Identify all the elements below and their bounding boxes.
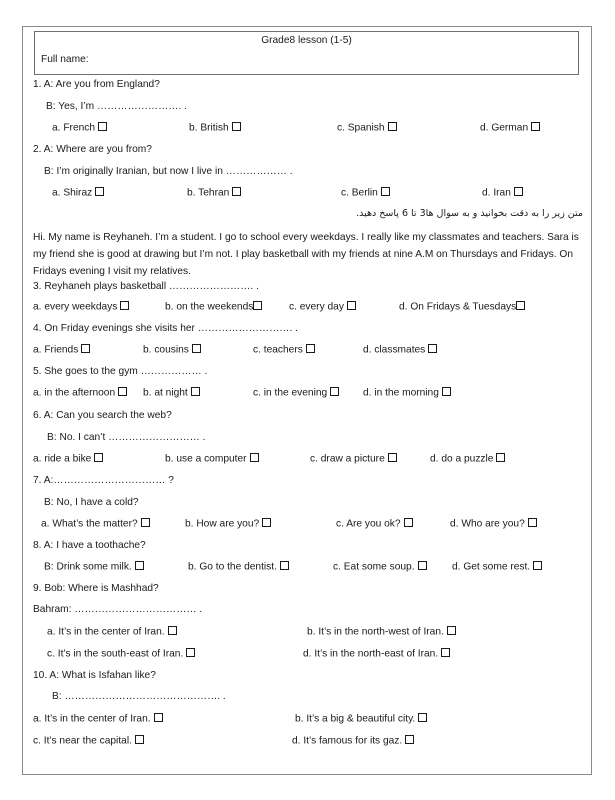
checkbox-icon[interactable]	[447, 626, 456, 635]
q7-option-c[interactable]	[336, 518, 413, 530]
checkbox-icon[interactable]	[496, 453, 505, 462]
checkbox-icon[interactable]	[135, 735, 144, 744]
q4-option-c[interactable]	[253, 344, 315, 356]
checkbox-icon[interactable]	[141, 518, 150, 527]
option-label: a. It’s in the center of Iran.	[47, 626, 165, 638]
option-label: a. French	[52, 122, 96, 134]
q1-option-a[interactable]	[52, 122, 107, 134]
option-label: d. It’s in the north-east of Iran.	[303, 648, 439, 660]
q10-option-b[interactable]	[295, 713, 427, 725]
q6-option-c[interactable]	[310, 453, 397, 465]
question-8-prompt: 8. A: I have a toothache?	[33, 540, 146, 551]
q9-option-c[interactable]	[47, 648, 195, 660]
option-label: b. It’s in the north-west of Iran.	[307, 626, 444, 638]
option-label: d. classmates	[363, 344, 426, 356]
option-label: d. On Fridays & Tuesdays	[399, 301, 517, 313]
worksheet-title: Grade8 lesson (1-5)	[261, 35, 352, 46]
q1-option-c[interactable]	[337, 122, 397, 134]
checkbox-icon[interactable]	[442, 387, 451, 396]
q9-option-a[interactable]	[47, 626, 177, 638]
option-label: c. Spanish	[337, 122, 385, 134]
q8-option-b[interactable]	[188, 561, 289, 573]
q10-option-d[interactable]	[292, 735, 414, 747]
checkbox-icon[interactable]	[120, 301, 129, 310]
q7-option-b[interactable]	[185, 518, 271, 530]
option-label: c. It’s in the south-east of Iran.	[47, 648, 184, 660]
option-label: c. Eat some soup.	[333, 561, 415, 573]
checkbox-icon[interactable]	[98, 122, 107, 131]
option-label: a. ride a bike	[33, 453, 92, 465]
q3-option-b[interactable]	[165, 301, 262, 313]
q5-option-b[interactable]	[143, 387, 200, 399]
checkbox-icon[interactable]	[94, 453, 103, 462]
q5-option-c[interactable]	[253, 387, 339, 399]
checkbox-icon[interactable]	[533, 561, 542, 570]
checkbox-icon[interactable]	[405, 735, 414, 744]
checkbox-icon[interactable]	[168, 626, 177, 635]
checkbox-icon[interactable]	[531, 122, 540, 131]
checkbox-icon[interactable]	[118, 387, 127, 396]
reading-instruction-persian: متن زیر را به دقت بخوانید و به سوال ها3 تا 6 پاسخ دهید.	[356, 208, 583, 219]
option-label: a. Shiraz	[52, 187, 93, 199]
checkbox-icon[interactable]	[514, 187, 523, 196]
question-2-prompt: 2. A: Where are you from?	[33, 144, 152, 155]
header-box	[34, 31, 579, 75]
q2-option-a[interactable]	[52, 187, 104, 199]
option-label: b. Tehran	[187, 187, 230, 199]
q3-option-d[interactable]	[399, 301, 525, 313]
option-label: b. How are you?	[185, 518, 260, 530]
checkbox-icon[interactable]	[253, 301, 262, 310]
page-border	[22, 26, 592, 775]
q4-option-d[interactable]	[363, 344, 437, 356]
question-9-prompt: 9. Bob: Where is Mashhad?	[33, 583, 159, 594]
q9-option-d[interactable]	[303, 648, 450, 660]
option-label: a. in the afternoon	[33, 387, 116, 399]
question-10-prompt: 10. A: What is Isfahan like?	[33, 670, 156, 681]
checkbox-icon[interactable]	[192, 344, 201, 353]
option-label: b. at night	[143, 387, 188, 399]
question-3-prompt: 3. Reyhaneh plays basketball ……………………. .	[33, 281, 259, 292]
checkbox-icon[interactable]	[441, 648, 450, 657]
q8-option-a[interactable]	[44, 561, 144, 573]
option-label: d. in the morning	[363, 387, 439, 399]
checkbox-icon[interactable]	[186, 648, 195, 657]
checkbox-icon[interactable]	[135, 561, 144, 570]
option-label: a. Friends	[33, 344, 79, 356]
question-1-answer-line: B: Yes, I’m ……………………. .	[46, 101, 187, 112]
question-6-answer-line: B: No. I can’t ……………………… .	[47, 432, 206, 443]
checkbox-icon[interactable]	[347, 301, 356, 310]
checkbox-icon[interactable]	[262, 518, 271, 527]
checkbox-icon[interactable]	[250, 453, 259, 462]
checkbox-icon[interactable]	[404, 518, 413, 527]
question-4-prompt: 4. On Friday evenings she visits her ………………………. .	[33, 323, 298, 334]
option-label: d. Iran	[482, 187, 511, 199]
q7-option-d[interactable]	[450, 518, 537, 530]
q4-option-a[interactable]	[33, 344, 90, 356]
checkbox-icon[interactable]	[388, 122, 397, 131]
checkbox-icon[interactable]	[418, 561, 427, 570]
checkbox-icon[interactable]	[388, 453, 397, 462]
question-7-answer-line: B: No, I have a cold?	[44, 497, 139, 508]
q10-option-c[interactable]	[33, 735, 144, 747]
option-label: d. Who are you?	[450, 518, 525, 530]
question-1-prompt: 1. A: Are you from England?	[33, 79, 160, 90]
q2-option-b[interactable]	[187, 187, 241, 199]
q2-option-d[interactable]	[482, 187, 523, 199]
checkbox-icon[interactable]	[516, 301, 525, 310]
q8-option-d[interactable]	[452, 561, 542, 573]
option-label: c. Are you ok?	[336, 518, 401, 530]
option-label: a. What’s the matter?	[41, 518, 138, 530]
reading-passage: Hi. My name is Reyhaneh. I’m a student. I go to school every weekdays. I really like my classmates and teachers. Sara is my friend she is good at drawing but I’m not. I play basketball with my friends at nine A.M on Thursdays and Fridays. On Fridays evening I visit my relatives.	[33, 232, 579, 277]
option-label: c. every day	[289, 301, 344, 313]
option-label: b. British	[189, 122, 229, 134]
q9-option-b[interactable]	[307, 626, 456, 638]
question-6-prompt: 6. A: Can you search the web?	[33, 410, 172, 421]
q6-option-d[interactable]	[430, 453, 505, 465]
option-label: b. use a computer	[165, 453, 247, 465]
question-5-prompt: 5. She goes to the gym ……………… .	[33, 366, 208, 377]
q5-option-d[interactable]	[363, 387, 451, 399]
question-2-answer-line: B: I’m originally Iranian, but now I live in ……………… .	[44, 166, 293, 177]
q5-option-a[interactable]	[33, 387, 127, 399]
checkbox-icon[interactable]	[428, 344, 437, 353]
checkbox-icon[interactable]	[280, 561, 289, 570]
q7-option-a[interactable]	[41, 518, 150, 530]
option-label: d. Get some rest.	[452, 561, 531, 573]
q1-option-d[interactable]	[480, 122, 540, 134]
checkbox-icon[interactable]	[528, 518, 537, 527]
option-label: d. do a puzzle	[430, 453, 494, 465]
question-9-answer-line: Bahram: ……………………………… .	[33, 604, 203, 615]
q2-option-c[interactable]	[341, 187, 390, 199]
option-label: c. Berlin	[341, 187, 378, 199]
checkbox-icon[interactable]	[81, 344, 90, 353]
question-10-answer-line: B: ………………………………………. .	[52, 691, 226, 702]
q3-option-a[interactable]	[33, 301, 129, 313]
option-label: b. cousins	[143, 344, 189, 356]
q10-option-a[interactable]	[33, 713, 163, 725]
option-label: a. It’s in the center of Iran.	[33, 713, 151, 725]
checkbox-icon[interactable]	[95, 187, 104, 196]
option-label: b. Go to the dentist.	[188, 561, 277, 573]
full-name-label: Full name:	[41, 54, 89, 65]
checkbox-icon[interactable]	[232, 187, 241, 196]
checkbox-icon[interactable]	[381, 187, 390, 196]
option-label: a. every weekdays	[33, 301, 118, 313]
checkbox-icon[interactable]	[418, 713, 427, 722]
checkbox-icon[interactable]	[191, 387, 200, 396]
q6-option-a[interactable]	[33, 453, 103, 465]
option-label: d. German	[480, 122, 529, 134]
option-label: c. draw a picture	[310, 453, 385, 465]
option-label: c. teachers	[253, 344, 303, 356]
option-label: d. It’s famous for its gaz.	[292, 735, 403, 747]
q3-option-c[interactable]	[289, 301, 356, 313]
checkbox-icon[interactable]	[154, 713, 163, 722]
q1-option-b[interactable]	[189, 122, 241, 134]
checkbox-icon[interactable]	[330, 387, 339, 396]
q6-option-b[interactable]	[165, 453, 259, 465]
option-label: c. in the evening	[253, 387, 328, 399]
option-label: B: Drink some milk.	[44, 561, 132, 573]
question-7-prompt: 7. A:…………………………… ?	[33, 475, 174, 486]
q8-option-c[interactable]	[333, 561, 427, 573]
option-label: c. It’s near the capital.	[33, 735, 132, 747]
option-label: b. on the weekends	[165, 301, 254, 313]
checkbox-icon[interactable]	[232, 122, 241, 131]
checkbox-icon[interactable]	[306, 344, 315, 353]
option-label: b. It’s a big & beautiful city.	[295, 713, 416, 725]
q4-option-b[interactable]	[143, 344, 201, 356]
